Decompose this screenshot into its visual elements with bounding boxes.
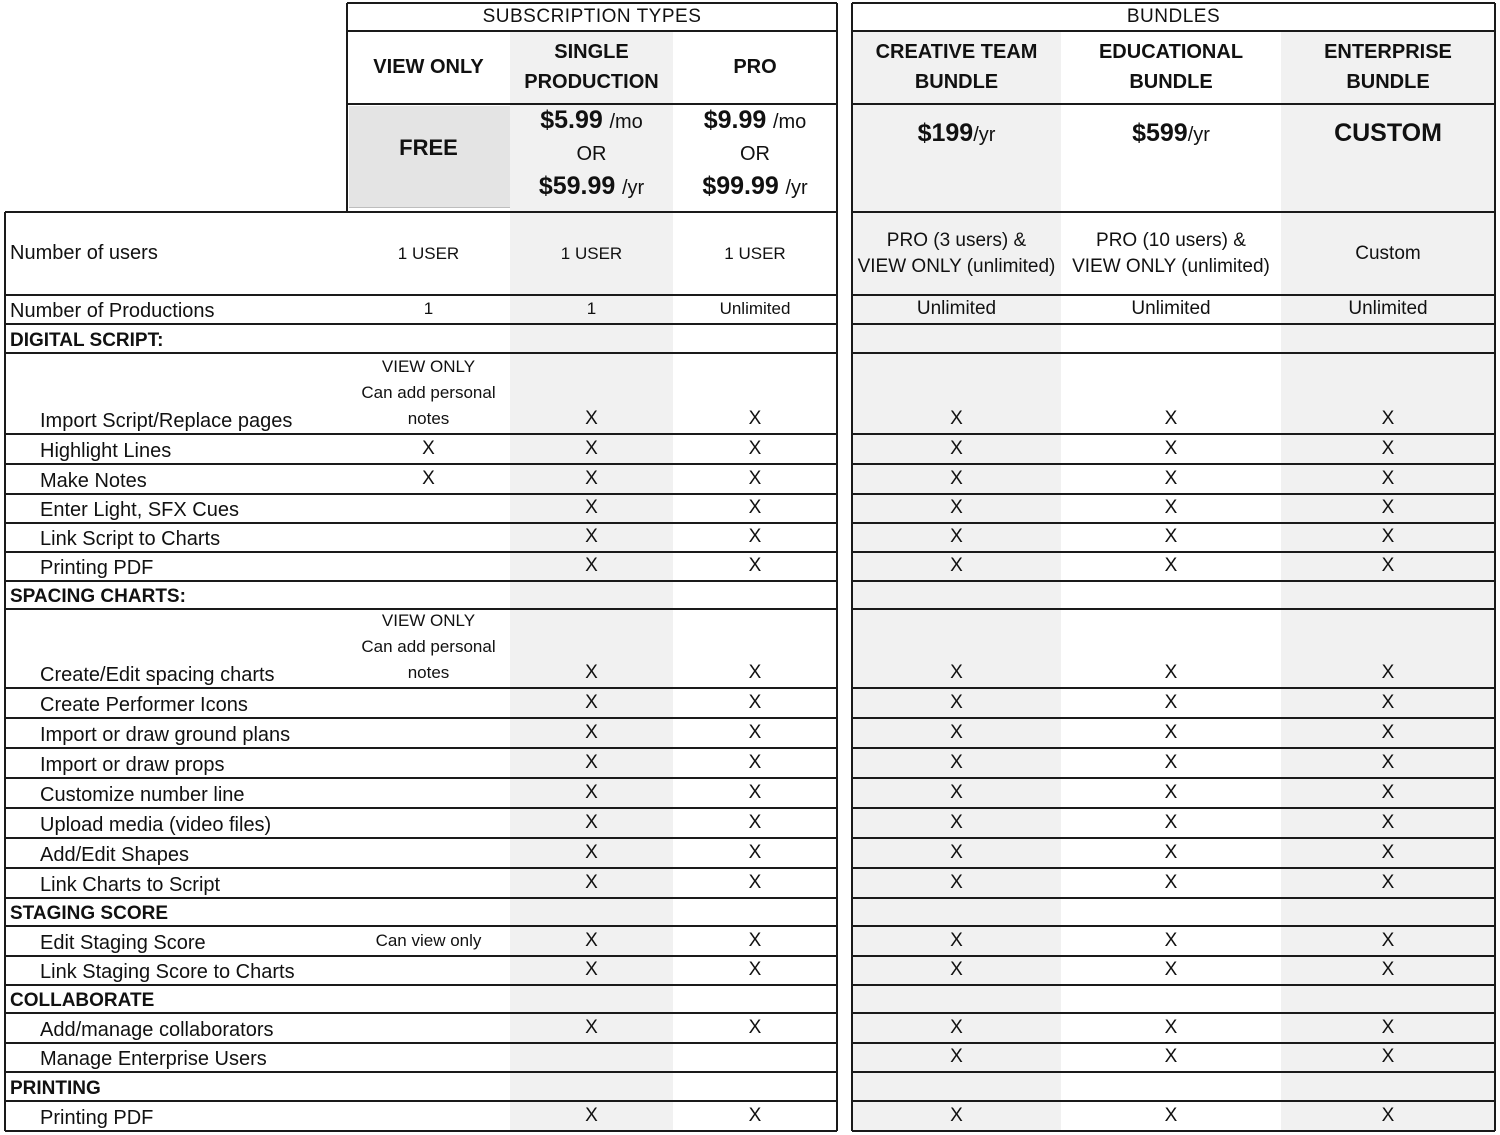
check-mark: X <box>950 752 963 773</box>
check-mark: X <box>748 692 762 713</box>
check-mark: X <box>1381 555 1395 576</box>
check-mark: X <box>1164 1017 1178 1038</box>
cell-value: PRO (3 users) & VIEW ONLY (unlimited) <box>857 229 1056 277</box>
check-mark: X <box>1381 497 1395 518</box>
check-mark: X <box>1381 959 1395 980</box>
check-mark: X <box>585 812 598 833</box>
check-mark: X <box>585 1017 598 1038</box>
check-mark: X <box>1381 842 1395 863</box>
check-mark: X <box>1381 722 1395 743</box>
check-mark: X <box>1381 782 1395 803</box>
row-label-upload-media-video-files: Upload media (video files) <box>40 814 272 836</box>
row-label-manage-enterprise-users: Manage Enterprise Users <box>40 1048 267 1070</box>
cell-value: VIEW ONLY Can add personal notes <box>361 611 496 682</box>
grid-line <box>5 867 837 869</box>
check-mark: X <box>950 662 963 683</box>
grid-line <box>346 3 348 212</box>
row-label-number-of-productions: Number of Productions <box>10 300 215 322</box>
check-mark: X <box>1164 468 1178 489</box>
check-mark: X <box>1381 526 1395 547</box>
section-header-collaborate: COLLABORATE <box>10 990 155 1011</box>
row-label-highlight-lines: Highlight Lines <box>40 440 172 462</box>
check-mark: X <box>1164 408 1178 429</box>
cell-value: Unlimited <box>916 298 997 319</box>
cell-value: Can view only <box>375 931 482 950</box>
check-mark: X <box>585 930 598 951</box>
grid-line <box>852 1042 1495 1044</box>
check-mark: X <box>950 930 963 951</box>
check-mark: X <box>1164 662 1178 683</box>
grid-line <box>852 2 1495 4</box>
check-mark: X <box>585 752 598 773</box>
grid-line <box>852 323 1495 325</box>
subscription-types-title: SUBSCRIPTION TYPES <box>482 6 702 27</box>
check-mark: X <box>1381 1046 1395 1067</box>
grid-line <box>852 747 1495 749</box>
check-mark: X <box>950 692 963 713</box>
cell-value: 1 USER <box>397 243 460 263</box>
section-header-printing: PRINTING <box>10 1078 101 1099</box>
check-mark: X <box>585 692 598 713</box>
row-label-printing-pdf: Printing PDF <box>40 1107 154 1129</box>
grid-line <box>5 1012 837 1014</box>
grid-line <box>5 1071 837 1073</box>
price-educational-bundle: $599/yr <box>1132 119 1210 147</box>
check-mark: X <box>585 468 598 489</box>
check-mark: X <box>1164 752 1178 773</box>
check-mark: X <box>1381 872 1395 893</box>
check-mark: X <box>585 497 598 518</box>
plan-name-creative-team-bundle: CREATIVE TEAM BUNDLE <box>875 41 1038 93</box>
row-label-printing-pdf: Printing PDF <box>40 557 154 579</box>
grid-line <box>5 522 837 524</box>
grid-line <box>5 463 837 465</box>
check-mark: X <box>950 872 963 893</box>
grid-line <box>347 103 837 105</box>
grid-line <box>5 955 837 957</box>
price-enterprise-bundle: CUSTOM <box>1334 119 1442 147</box>
check-mark: X <box>585 1105 598 1126</box>
grid-line <box>852 1012 1495 1014</box>
grid-line <box>852 522 1495 524</box>
grid-line <box>852 30 1495 32</box>
grid-line <box>852 777 1495 779</box>
check-mark: X <box>1164 782 1178 803</box>
check-mark: X <box>585 438 598 459</box>
grid-line <box>1494 3 1496 1131</box>
check-mark: X <box>950 1046 963 1067</box>
grid-line <box>852 608 1495 610</box>
check-mark: X <box>1164 1105 1178 1126</box>
grid-line <box>5 323 837 325</box>
grid-line <box>852 580 1495 582</box>
grid-line <box>5 1100 837 1102</box>
grid-line <box>5 717 837 719</box>
check-mark: X <box>748 1105 762 1126</box>
check-mark: X <box>748 408 762 429</box>
row-label-edit-staging-score: Edit Staging Score <box>40 932 206 954</box>
grid-line <box>852 1071 1495 1073</box>
grid-line <box>852 897 1495 899</box>
plan-name-pro: PRO <box>733 56 777 78</box>
grid-line <box>852 867 1495 869</box>
grid-line <box>5 608 837 610</box>
check-mark: X <box>950 408 963 429</box>
grid-line <box>852 984 1495 986</box>
check-mark: X <box>1381 1017 1395 1038</box>
grid-line <box>5 807 837 809</box>
check-mark: X <box>1164 959 1178 980</box>
grid-line <box>5 925 837 927</box>
check-mark: X <box>422 438 435 459</box>
grid-line <box>5 687 837 689</box>
check-mark: X <box>585 959 598 980</box>
check-mark: X <box>1164 1046 1178 1067</box>
check-mark: X <box>1164 930 1178 951</box>
grid-line <box>852 294 1495 296</box>
grid-line <box>836 3 838 1131</box>
check-mark: X <box>1381 752 1395 773</box>
check-mark: X <box>748 872 762 893</box>
price-pro: $9.99 /mo OR $99.99 /yr <box>702 106 808 200</box>
plan-name-educational-bundle: EDUCATIONAL BUNDLE <box>1098 41 1244 93</box>
grid-line <box>5 1130 837 1132</box>
check-mark: X <box>1381 930 1395 951</box>
grid-line <box>851 3 853 1131</box>
grid-line <box>852 463 1495 465</box>
grid-line <box>5 777 837 779</box>
row-label-import-or-draw-ground-plans: Import or draw ground plans <box>40 724 291 746</box>
cell-value: 1 USER <box>724 243 786 263</box>
grid-line <box>852 211 1495 213</box>
grid-line <box>852 837 1495 839</box>
check-mark: X <box>950 438 963 459</box>
grid-line <box>852 717 1495 719</box>
check-mark: X <box>748 930 762 951</box>
check-mark: X <box>748 662 762 683</box>
plan-name-enterprise-bundle: ENTERPRISE BUNDLE <box>1324 41 1452 93</box>
check-mark: X <box>585 555 598 576</box>
row-label-link-charts-to-script: Link Charts to Script <box>40 874 221 896</box>
check-mark: X <box>748 842 762 863</box>
check-mark: X <box>1381 1105 1395 1126</box>
row-label-link-staging-score-to-charts: Link Staging Score to Charts <box>40 961 295 983</box>
check-mark: X <box>1164 842 1178 863</box>
section-header-spacing-charts: SPACING CHARTS: <box>10 586 186 607</box>
section-header-staging-score: STAGING SCORE <box>10 903 168 924</box>
grid-line <box>852 955 1495 957</box>
grid-line <box>852 1100 1495 1102</box>
check-mark: X <box>585 782 598 803</box>
grid-line <box>5 747 837 749</box>
check-mark: X <box>1381 408 1395 429</box>
grid-line <box>852 352 1495 354</box>
check-mark: X <box>748 782 762 803</box>
row-label-import-or-draw-props: Import or draw props <box>40 754 225 776</box>
grid-line <box>4 212 6 1131</box>
row-label-make-notes: Make Notes <box>40 470 147 492</box>
check-mark: X <box>950 812 963 833</box>
row-label-create-edit-spacing-charts: Create/Edit spacing charts <box>40 664 275 686</box>
grid-line <box>5 837 837 839</box>
cell-value: Unlimited <box>1348 298 1428 319</box>
check-mark: X <box>748 526 762 547</box>
row-label-link-script-to-charts: Link Script to Charts <box>40 528 221 550</box>
check-mark: X <box>950 722 963 743</box>
grid-line <box>5 897 837 899</box>
check-mark: X <box>1381 438 1395 459</box>
row-label-create-performer-icons: Create Performer Icons <box>40 694 248 716</box>
price-view-only: FREE <box>399 135 458 160</box>
grid-line <box>5 433 837 435</box>
check-mark: X <box>422 468 435 489</box>
check-mark: X <box>748 812 762 833</box>
cell-value: 1 USER <box>560 243 623 263</box>
check-mark: X <box>585 526 598 547</box>
check-mark: X <box>950 782 963 803</box>
check-mark: X <box>950 468 963 489</box>
grid-line <box>5 493 837 495</box>
grid-line <box>5 551 837 553</box>
grid-line <box>5 1042 837 1044</box>
grid-line <box>852 925 1495 927</box>
row-label-add-manage-collaborators: Add/manage collaborators <box>40 1019 274 1041</box>
check-mark: X <box>1381 692 1395 713</box>
check-mark: X <box>950 1105 963 1126</box>
check-mark: X <box>748 468 762 489</box>
check-mark: X <box>1164 722 1178 743</box>
grid-line <box>5 294 837 296</box>
price-creative-team-bundle: $199/yr <box>917 119 996 147</box>
grid-line <box>852 493 1495 495</box>
check-mark: X <box>1164 526 1178 547</box>
check-mark: X <box>585 872 598 893</box>
grid-line <box>852 807 1495 809</box>
check-mark: X <box>585 842 598 863</box>
grid-line <box>347 2 837 4</box>
row-label-import-script-replace-pages: Import Script/Replace pages <box>40 410 293 432</box>
cell-value: 1 <box>586 299 597 318</box>
check-mark: X <box>748 752 762 773</box>
grid-line <box>5 211 837 213</box>
check-mark: X <box>748 959 762 980</box>
check-mark: X <box>585 408 598 429</box>
row-label-number-of-users: Number of users <box>10 241 158 264</box>
check-mark: X <box>1164 692 1178 713</box>
cell-value: Custom <box>1355 242 1421 264</box>
grid-line <box>852 1130 1495 1132</box>
check-mark: X <box>950 555 963 576</box>
cell-value: Unlimited <box>1131 298 1211 319</box>
check-mark: X <box>748 438 762 459</box>
cell-value: Unlimited <box>719 299 791 318</box>
grid-line <box>5 580 837 582</box>
price-single-production: $5.99 /mo OR $59.99 /yr <box>538 106 645 200</box>
bundles-title: BUNDLES <box>1126 6 1221 27</box>
check-mark: X <box>585 722 598 743</box>
check-mark: X <box>748 555 762 576</box>
check-mark: X <box>748 1017 762 1038</box>
grid-line <box>5 984 837 986</box>
cell-value: 1 <box>423 299 434 318</box>
row-label-enter-light-sfx-cues: Enter Light, SFX Cues <box>40 499 239 521</box>
check-mark: X <box>1164 872 1178 893</box>
grid-line <box>852 103 1495 105</box>
plan-name-view-only: VIEW ONLY <box>373 56 484 78</box>
grid-line <box>852 551 1495 553</box>
check-mark: X <box>748 497 762 518</box>
check-mark: X <box>1381 662 1395 683</box>
grid-line <box>347 30 837 32</box>
row-label-customize-number-line: Customize number line <box>40 784 245 806</box>
row-label-add-edit-shapes: Add/Edit Shapes <box>40 844 189 866</box>
grid-line <box>852 433 1495 435</box>
check-mark: X <box>585 662 598 683</box>
check-mark: X <box>1164 438 1178 459</box>
check-mark: X <box>950 842 963 863</box>
check-mark: X <box>950 526 963 547</box>
check-mark: X <box>748 722 762 743</box>
check-mark: X <box>950 1017 963 1038</box>
check-mark: X <box>950 497 963 518</box>
check-mark: X <box>1381 812 1395 833</box>
section-header-digital-script: DIGITAL SCRIPT: <box>10 330 164 351</box>
check-mark: X <box>1164 497 1178 518</box>
plan-name-single-production: SINGLE PRODUCTION <box>524 41 659 93</box>
check-mark: X <box>1164 812 1178 833</box>
grid-line <box>852 687 1495 689</box>
check-mark: X <box>1381 468 1395 489</box>
check-mark: X <box>950 959 963 980</box>
grid-line <box>5 352 837 354</box>
cell-value: PRO (10 users) & VIEW ONLY (unlimited) <box>1072 229 1270 277</box>
check-mark: X <box>1164 555 1178 576</box>
cell-value: VIEW ONLY Can add personal notes <box>361 357 496 428</box>
